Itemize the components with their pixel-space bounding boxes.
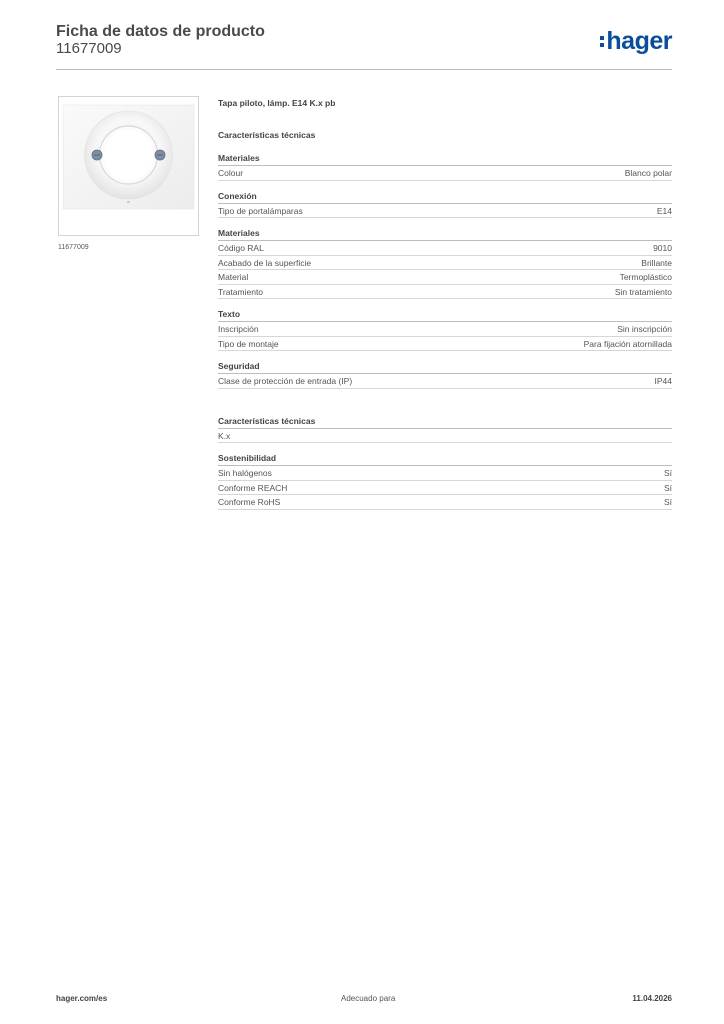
group-title: Materiales: [218, 226, 672, 241]
product-image: [58, 96, 199, 236]
spec-label: K.x: [218, 430, 231, 441]
group-title: Texto: [218, 307, 672, 322]
spec-row: [218, 481, 672, 496]
spec-row: [218, 429, 672, 444]
spec-table: [218, 97, 672, 510]
footer-website-link[interactable]: hager.com/es: [56, 994, 108, 1003]
product-name: Tapa piloto, lámp. E14 K.x pb: [218, 98, 336, 108]
spec-label: Conforme RoHS: [218, 497, 281, 507]
cover-plate-icon: [59, 97, 198, 235]
spec-value: IP44: [654, 376, 672, 386]
spec-value: Sí: [663, 497, 672, 507]
product-code: 11677009: [56, 40, 122, 57]
image-caption: 11677009: [58, 244, 89, 251]
group-title: Características técnicas: [218, 414, 672, 429]
spec-row: [218, 466, 672, 481]
spec-label: Acabado de la superficie: [218, 257, 312, 268]
spec-group: [218, 414, 672, 444]
spec-row: [218, 241, 672, 256]
spec-label: Conforme REACH: [218, 482, 288, 493]
spec-row: [218, 495, 672, 510]
group-title: Materiales: [218, 151, 672, 166]
spec-group: [218, 451, 672, 510]
spec-value: Blanco polar: [624, 168, 672, 178]
spec-label: Inscripción: [218, 324, 259, 334]
spec-row: [218, 285, 672, 300]
spec-group: [218, 226, 672, 299]
group-title: Conexión: [218, 189, 672, 204]
group-title: Sostenibilidad: [218, 451, 672, 466]
spec-label: Material: [218, 272, 249, 282]
spec-group: [218, 151, 672, 181]
spec-value: Sin tratamiento: [614, 286, 672, 297]
spec-value: Sí: [663, 468, 672, 478]
logo-dots-icon: [600, 36, 604, 47]
spec-label: Colour: [218, 168, 244, 178]
spec-value: 9010: [653, 243, 672, 253]
spec-value: Sí: [663, 482, 672, 493]
spec-group: [218, 307, 672, 351]
spec-group: [218, 189, 672, 219]
spec-value: E14: [656, 205, 672, 216]
spec-label: Tipo de portalámparas: [218, 205, 303, 216]
spec-label: Código RAL: [218, 243, 264, 253]
spec-value: Brillante: [641, 257, 672, 268]
spec-group: [218, 359, 672, 389]
spec-label: Tratamiento: [218, 286, 264, 297]
spec-value: Para fijación atornillada: [583, 338, 672, 349]
spec-row: [218, 256, 672, 271]
hager-logo: [600, 28, 672, 54]
spec-label: Tipo de montaje: [218, 338, 279, 349]
spec-row: [218, 166, 672, 181]
spec-row: [218, 337, 672, 352]
document-header: [56, 20, 672, 70]
footer-suitable-for: Adecuado para: [341, 994, 396, 1003]
page-title: Ficha de datos de producto: [56, 23, 265, 40]
spec-row: [218, 270, 672, 285]
spec-row: [218, 204, 672, 219]
section-heading: Características técnicas: [218, 130, 316, 140]
logo-wordmark: hager: [606, 26, 672, 55]
spec-row: [218, 374, 672, 389]
document-footer: [56, 994, 672, 1008]
spec-value: Sin inscripción: [617, 324, 672, 334]
footer-date: 11.04.2026: [632, 994, 672, 1003]
spec-value: Termoplástico: [619, 272, 672, 282]
group-title: Seguridad: [218, 359, 672, 374]
spec-label: Clase de protección de entrada (IP): [218, 376, 353, 386]
spec-label: Sin halógenos: [218, 468, 272, 478]
spec-row: [218, 322, 672, 337]
